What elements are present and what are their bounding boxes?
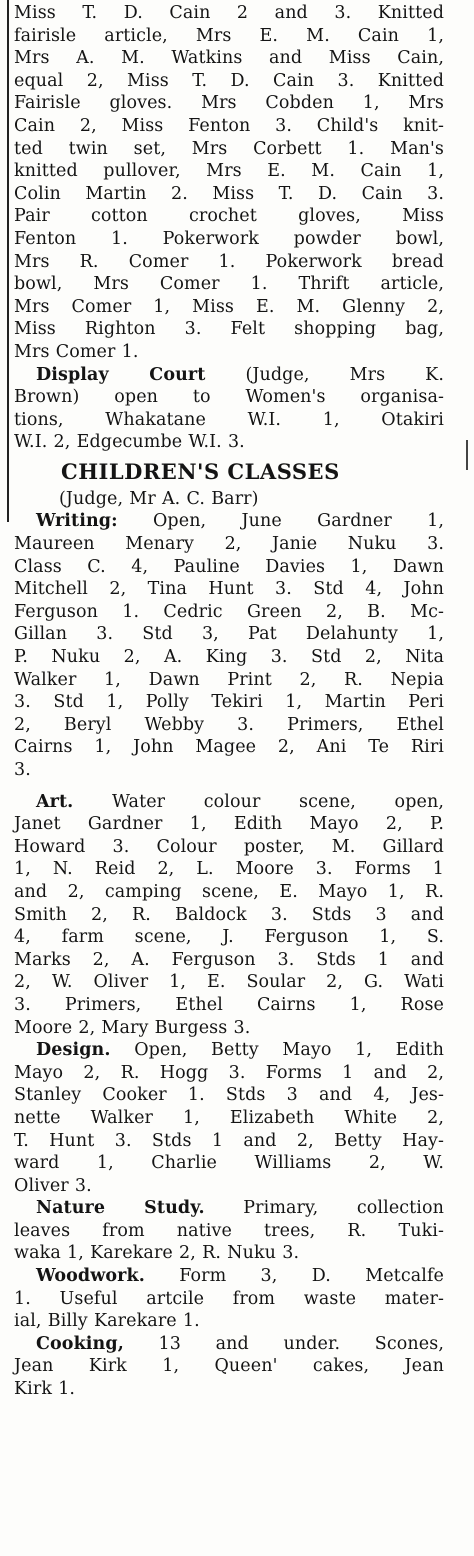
text-line: Smith 2, R. Baldock 3. Stds 3 and: [14, 904, 444, 925]
woodwork-heading: Woodwork.: [36, 1266, 145, 1287]
woodwork-first-line: [14, 1265, 444, 1288]
writing-text: Open, June Gardner 1,: [152, 511, 444, 532]
display-court-heading: Display Court: [36, 364, 206, 385]
text-line: Janet Gardner 1, Edith Mayo 2, P.: [14, 814, 444, 835]
paragraph-gap: [14, 782, 444, 791]
text-line: Miss Righton 3. Felt shopping bag,: [14, 319, 444, 340]
text-line: 3. Std 1, Polly Tekiri 1, Martin Peri: [14, 692, 444, 713]
column-rule-right: [466, 440, 468, 470]
text-line: Howard 3. Colour poster, M. Gillard: [14, 836, 444, 857]
text-line: Stanley Cooker 1. Stds 3 and 4, Jes-: [14, 1085, 444, 1106]
text-line: Mitchell 2, Tina Hunt 3. Std 4, John: [14, 579, 444, 600]
text-line: Marks 2, A. Ferguson 3. Stds 1 and: [14, 949, 444, 970]
text-line: Moore 2, Mary Burgess 3.: [14, 1017, 251, 1038]
text-line: Gillan 3. Std 3, Pat Delahunty 1,: [14, 624, 444, 645]
text-line: bowl, Mrs Comer 1. Thrift article,: [14, 274, 444, 295]
woodwork-text: Form 3, D. Metcalfe: [179, 1266, 444, 1287]
text-line: Cairns 1, John Magee 2, Ani Te Riri: [14, 737, 444, 758]
text-line: ial, Billy Karekare 1.: [14, 1311, 200, 1332]
text-line: 2, W. Oliver 1, E. Soular 2, G. Wati: [14, 972, 444, 993]
text-line: 3. Primers, Ethel Cairns 1, Rose: [14, 994, 444, 1015]
text-line: T. Hunt 3. Stds 1 and 2, Betty Hay-: [14, 1130, 444, 1151]
article-column: [14, 2, 444, 1401]
column-rule: [7, 0, 9, 522]
text-line: 4, farm scene, J. Ferguson 1, S.: [14, 927, 444, 948]
text-line: Walker 1, Dawn Print 2, R. Nepia: [14, 669, 444, 690]
text-line: and 2, camping scene, E. Mayo 1, R.: [14, 881, 444, 902]
design-text: Open, Betty Mayo 1, Edith: [134, 1040, 444, 1061]
writing-heading: Writing:: [36, 511, 118, 532]
text-line: Class C. 4, Pauline Davies 1, Dawn: [14, 556, 444, 577]
cooking-first-line: [14, 1333, 444, 1356]
text-line: waka 1, Karekare 2, R. Nuku 3.: [14, 1243, 300, 1264]
text-line: Mrs Comer 1.: [14, 341, 139, 362]
design-first-line: [14, 1039, 444, 1062]
art-first-line: [14, 791, 444, 814]
text-line: 1. Useful artcile from waste mater-: [14, 1288, 444, 1309]
judge-line: (Judge, Mr A. C. Barr): [59, 488, 259, 509]
text-line: Pair cotton crochet gloves, Miss: [14, 206, 444, 227]
writing-first-line: [14, 510, 444, 533]
text-line: Kirk 1.: [14, 1379, 76, 1400]
display-court-first-line: [14, 364, 444, 387]
text-line: fairisle article, Mrs E. M. Cain 1,: [14, 25, 444, 46]
nature-study-text: Primary, collection: [243, 1198, 445, 1219]
text-line: nette Walker 1, Elizabeth White 2,: [14, 1107, 444, 1128]
text-line: ted twin set, Mrs Corbett 1. Man's: [14, 138, 444, 159]
text-line: Mayo 2, R. Hogg 3. Forms 1 and 2,: [14, 1062, 444, 1083]
section-heading: CHILDREN'S CLASSES: [61, 458, 340, 484]
text-line: equal 2, Miss T. D. Cain 3. Knitted: [14, 70, 444, 91]
nature-study-first-line: [14, 1197, 444, 1220]
nature-study-heading: Nature Study.: [36, 1198, 205, 1219]
text-line: Ferguson 1. Cedric Green 2, B. Mc-: [14, 601, 444, 622]
text-line: 2, Beryl Webby 3. Primers, Ethel: [14, 714, 444, 735]
art-text: Water colour scene, open,: [111, 791, 444, 812]
text-line: W.I. 2, Edgecumbe W.I. 3.: [14, 432, 245, 453]
art-heading: Art.: [36, 791, 74, 812]
text-line: Jean Kirk 1, Queen' cakes, Jean: [14, 1356, 444, 1377]
text-line: Colin Martin 2. Miss T. D. Cain 3.: [14, 183, 444, 204]
text-line: leaves from native trees, R. Tuki-: [14, 1220, 444, 1241]
text-line: knitted pullover, Mrs E. M. Cain 1,: [14, 161, 444, 182]
display-court-text: (Judge, Mrs K.: [245, 364, 444, 385]
text-line: Cain 2, Miss Fenton 3. Child's knit-: [14, 115, 444, 136]
text-line: P. Nuku 2, A. King 3. Std 2, Nita: [14, 647, 444, 668]
text-line: 3.: [14, 760, 31, 780]
text-line: Fenton 1. Pokerwork powder bowl,: [14, 228, 444, 249]
text-line: Miss T. D. Cain 2 and 3. Knitted: [14, 3, 444, 23]
text-line: 1, N. Reid 2, L. Moore 3. Forms 1: [14, 859, 444, 880]
text-line: Fairisle gloves. Mrs Cobden 1, Mrs: [14, 93, 444, 114]
text-line: Brown) open to Women's organisa-: [14, 387, 444, 408]
text-line: Oliver 3.: [14, 1175, 92, 1196]
text-line: tions, Whakatane W.I. 1, Otakiri: [14, 409, 444, 430]
text-line: Mrs A. M. Watkins and Miss Cain,: [14, 48, 444, 69]
text-line: ward 1, Charlie Williams 2, W.: [14, 1153, 444, 1174]
text-line: Mrs R. Comer 1. Pokerwork bread: [14, 251, 444, 272]
cooking-text: 13 and under. Scones,: [158, 1333, 444, 1354]
design-heading: Design.: [36, 1040, 111, 1061]
text-line: Maureen Menary 2, Janie Nuku 3.: [14, 534, 444, 555]
cooking-heading: Cooking,: [36, 1333, 124, 1354]
text-line: Mrs Comer 1, Miss E. M. Glenny 2,: [14, 296, 444, 317]
